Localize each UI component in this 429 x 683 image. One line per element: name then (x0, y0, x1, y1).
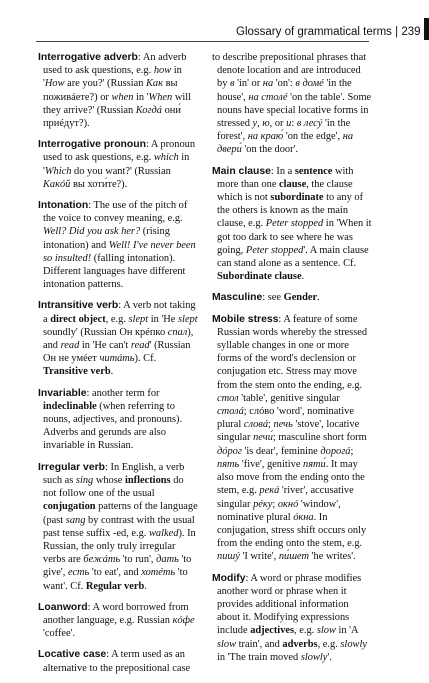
definition-text: in 'A (335, 625, 358, 637)
definition-text: : A word or phrase modifies another word or phrase when it provides additional information about it. Modifying expressions include (217, 572, 362, 637)
definition-text: ; masculine short form (272, 432, 367, 444)
glossary-entry-irregular-verb (38, 461, 198, 593)
example-text: How (44, 78, 65, 90)
definition-text: ). Cf. (134, 353, 157, 365)
header-rule (36, 41, 369, 42)
example-text: рекá (259, 485, 280, 497)
example-text: столá (217, 406, 244, 418)
definition-text: : A pronoun used to ask questions, e.g. (43, 139, 196, 164)
cross-reference-term: conjugation (43, 501, 96, 513)
example-text: Как (146, 78, 163, 90)
definition-text: '. A main clause can stand alone as a sentence. Cf. (217, 244, 369, 270)
example-text: slowly (300, 651, 328, 663)
definition-text: 'in the forest', (217, 118, 351, 143)
definition-text: (when referring to nouns, adjectives, and pronouns). Adverbs and gerunds are also invariable in Russian. (43, 400, 183, 452)
definition-text: : A term used as an alternative to the prepositional case (43, 649, 191, 674)
definition-text: ; (268, 419, 274, 431)
definition-text: ; слóво 'word', nominative plural (217, 406, 354, 431)
glossary-entry-locative-case (38, 648, 198, 674)
example-text: Which (44, 165, 72, 177)
definition-text: 'on the door'. (241, 144, 299, 156)
definition-text: ). In Russian, the only truly irregular verbs are (43, 527, 196, 566)
definition-text: by contrast with the usual past tense suffix -ed, e.g. (43, 514, 195, 539)
example-text: спал (167, 326, 188, 338)
definition-text: . (317, 292, 320, 304)
header-separator: | (395, 26, 399, 38)
running-header (236, 18, 421, 41)
cross-reference-term: Transitive verb (43, 366, 111, 378)
example-text: рéку (253, 498, 273, 510)
definition-text: , the clause which is not (217, 178, 353, 204)
definition-text: 'five', genitive (239, 458, 304, 470)
cross-reference-term: sentence (294, 165, 333, 177)
definition-text: ), and (43, 326, 194, 352)
definition-text: 'to run', (120, 554, 157, 566)
definition-text: 'he writes'. (309, 551, 356, 563)
definition-text: . (301, 271, 305, 283)
definition-text: in 'The train moved (217, 651, 301, 663)
example-text: в домé (295, 78, 324, 90)
example-text: на столé (248, 91, 288, 103)
example-text: Какóй (43, 178, 71, 190)
definition-text: , e.g. (105, 313, 129, 325)
definition-text: 'on the edge', (283, 131, 343, 143)
example-text: óкна (293, 511, 314, 523)
page-number: 239 (401, 26, 421, 38)
example-text: when (111, 91, 134, 103)
entry-headword: Modify (212, 572, 246, 584)
entry-headword: Intransitive verb (38, 300, 119, 312)
example-text: дать (156, 554, 179, 566)
definition-text: in ' (43, 152, 190, 177)
example-text: окнó (277, 498, 299, 510)
definition-text: : A feature of some Russian words whereby the stressed syllable changes in one or more forms of the word's declension or conjugation etc. Stress may move from the stem onto the ending, e.g. (217, 313, 368, 391)
example-text: sang (65, 514, 86, 526)
definition-text: 'window', nominative plural (217, 498, 341, 523)
example-text: на краю́ (247, 131, 284, 143)
example-text: Когдá (135, 104, 162, 116)
example-text: и (286, 118, 292, 130)
definition-text: : A verb not taking a (43, 300, 196, 325)
definition-text: do not follow one of the usual (43, 474, 184, 500)
cross-reference-term: indeclinable (43, 400, 97, 412)
example-text: печь (273, 419, 293, 431)
right-column (212, 51, 372, 672)
glossary-entry-invariable (38, 387, 198, 453)
entry-headword: Locative case (38, 649, 107, 661)
definition-text: to any of the others is known as the main clause, e.g. (217, 192, 364, 230)
definition-text: 'coffee'. (43, 628, 76, 640)
example-text: walked (149, 527, 179, 539)
example-text: кóфе (172, 614, 195, 626)
example-text: пишý (217, 551, 240, 563)
glossary-entry-locative-continued (212, 51, 372, 157)
example-text: which (153, 152, 179, 164)
definition-text: , e.g. (294, 625, 317, 637)
definition-text: : An adverb used to ask questions, e.g. (43, 52, 187, 77)
definition-text: (rising intonation) and (43, 226, 170, 251)
definition-text: are you?' (Russian (64, 78, 147, 90)
definition-text: 'I write', (239, 551, 279, 563)
entry-headword: Main clause (212, 165, 271, 177)
example-text: пи́шет (278, 551, 310, 563)
entry-headword: Interrogative adverb (38, 52, 138, 63)
cross-reference-term: inflections (124, 474, 171, 486)
example-text: slowly (340, 638, 367, 650)
entry-headword: Intonation (38, 200, 89, 212)
entry-headword: Interrogative pronoun (38, 139, 146, 151)
cross-reference-term: adjectives (250, 625, 295, 637)
example-text: дорогá (320, 445, 351, 457)
example-text: в лесý (296, 118, 323, 130)
cross-reference-term: Regular verb (85, 580, 145, 592)
cross-reference-term: clause (279, 178, 307, 190)
definition-text: in ' (133, 91, 149, 103)
example-text: стол (217, 392, 239, 404)
example-text: When (148, 91, 173, 103)
definition-text: 'in the house', (217, 78, 352, 103)
entry-headword: Masculine (212, 292, 263, 304)
example-text: slow (217, 638, 237, 650)
running-title: Glossary of grammatical terms (236, 26, 392, 38)
example-text: есть (67, 567, 90, 579)
glossary-entry-intonation (38, 199, 198, 291)
definition-text: : The use of the pitch of the voice to convey meaning, e.g. (43, 200, 188, 225)
example-text: печи́ (253, 432, 273, 444)
example-text: на двери́ (217, 131, 354, 156)
example-text: Peter stopped (265, 218, 324, 230)
definition-text: to describe prepositional phrases that denote location and are introduced by (212, 52, 367, 90)
definition-text: они́ приéдут?). (43, 104, 181, 130)
definition-text: soundly' (Russian Он крéпко (43, 326, 168, 338)
definition-text: 'on the table'. Some nouns have special locative forms in stressed (217, 91, 372, 130)
definition-text: , or (269, 118, 287, 130)
definition-text: : see (262, 292, 284, 304)
entry-headword: Loanword (38, 601, 88, 613)
definition-text: with more than one (217, 165, 354, 190)
definition-text: 'table', genitive singular (238, 392, 340, 404)
example-text: slow (316, 625, 336, 637)
definition-text: in 'When it got too dark to see where he was going, (217, 218, 372, 256)
definition-text: : In a (270, 165, 295, 177)
definition-text: , (257, 118, 263, 130)
cross-reference-term: adverbs (282, 638, 318, 650)
thumb-tab-bar (424, 18, 429, 40)
definition-text: 'is dear', feminine (241, 445, 321, 457)
definition-text: in ' (43, 65, 182, 90)
definition-text: 'stove', locative singular (217, 419, 360, 444)
definition-text: : In English, a verb such as (43, 461, 185, 486)
cross-reference-term: direct object (50, 313, 106, 325)
cross-reference-term: Subordinate clause (217, 271, 302, 283)
example-text: у (252, 118, 258, 130)
entry-headword: Mobile stress (212, 313, 279, 325)
definition-text: вы поживáете?) or (43, 78, 178, 103)
example-text: sing (75, 474, 94, 486)
definition-text: 'to eat', and (89, 567, 142, 579)
glossary-entry-interrogative-pronoun (38, 138, 198, 191)
definition-text: whose (93, 474, 125, 486)
glossary-entry-intransitive-verb (38, 299, 198, 378)
example-text: на (262, 78, 274, 90)
definition-text: do you want?' (Russian (71, 165, 171, 177)
example-text: хотéть (141, 567, 176, 579)
definition-text: ; (350, 445, 354, 457)
glossary-entry-loanword (38, 601, 198, 641)
example-text: пяти́ (303, 458, 326, 470)
cross-reference-term: Gender (283, 292, 318, 304)
definition-text: in 'He (148, 313, 179, 325)
example-text: в (230, 78, 235, 90)
definition-text: (falling intonation). Different languages have different intonation patterns. (43, 252, 186, 291)
definition-text: 'to want'. Cf. (43, 567, 188, 592)
glossary-entry-main-clause (212, 165, 372, 284)
definition-text: . (144, 580, 147, 592)
definition-text: 'on': (273, 78, 296, 90)
definition-text: . (110, 366, 114, 378)
definition-text: '. (327, 651, 332, 663)
definition-text: 'to give', (43, 554, 192, 579)
example-text: slept (178, 313, 198, 325)
example-text: how (153, 65, 172, 77)
definition-text: ; (272, 498, 278, 510)
example-text: читáть (99, 353, 135, 365)
definition-text: : (291, 118, 297, 130)
definition-text: ' (Russian Он не умéет (43, 340, 191, 365)
example-text: slept (128, 313, 149, 325)
example-text: Well? Did you ask her? (43, 226, 141, 238)
definition-text: 'in' or (234, 78, 263, 90)
definition-text: . It may also move from the ending onto the stem, e.g. (217, 458, 365, 497)
example-text: Peter stopped (245, 244, 304, 256)
example-text: read (60, 340, 80, 352)
definition-text: . In conjugation, stress shift occurs only from the ending onto the stem, e.g. (217, 511, 367, 550)
glossary-entry-interrogative-adverb (38, 51, 198, 130)
definition-text: : A word borrowed from another language, e.g. Russian (43, 601, 189, 626)
definition-text: in 'He can't (79, 340, 131, 352)
glossary-entry-masculine (212, 291, 372, 304)
definition-text: patterns of the language (past (43, 501, 198, 526)
example-text: пять (217, 458, 240, 470)
definition-text: вы хоти́те?). (70, 178, 128, 190)
glossary-entry-mobile-stress (212, 313, 372, 564)
cross-reference-term: subordinate (270, 192, 324, 204)
definition-text: train', and (236, 638, 283, 650)
definition-text: will they arrive?' (Russian (43, 91, 191, 116)
definition-text: , e.g. (317, 638, 341, 650)
example-text: словá (243, 419, 269, 431)
glossary-entry-modify (212, 572, 372, 664)
example-text: read (130, 340, 150, 352)
entry-headword: Irregular verb (38, 461, 105, 473)
example-text: бежáть (83, 554, 121, 566)
definition-text: 'river', accusative singular (217, 485, 354, 510)
example-text: ю (262, 118, 270, 130)
left-column (38, 51, 198, 683)
example-text: дóрог (217, 445, 242, 457)
entry-headword: Invariable (38, 387, 87, 399)
example-text: Well! I've never been so insulted! (43, 239, 196, 264)
definition-text: : another term for (86, 387, 160, 399)
